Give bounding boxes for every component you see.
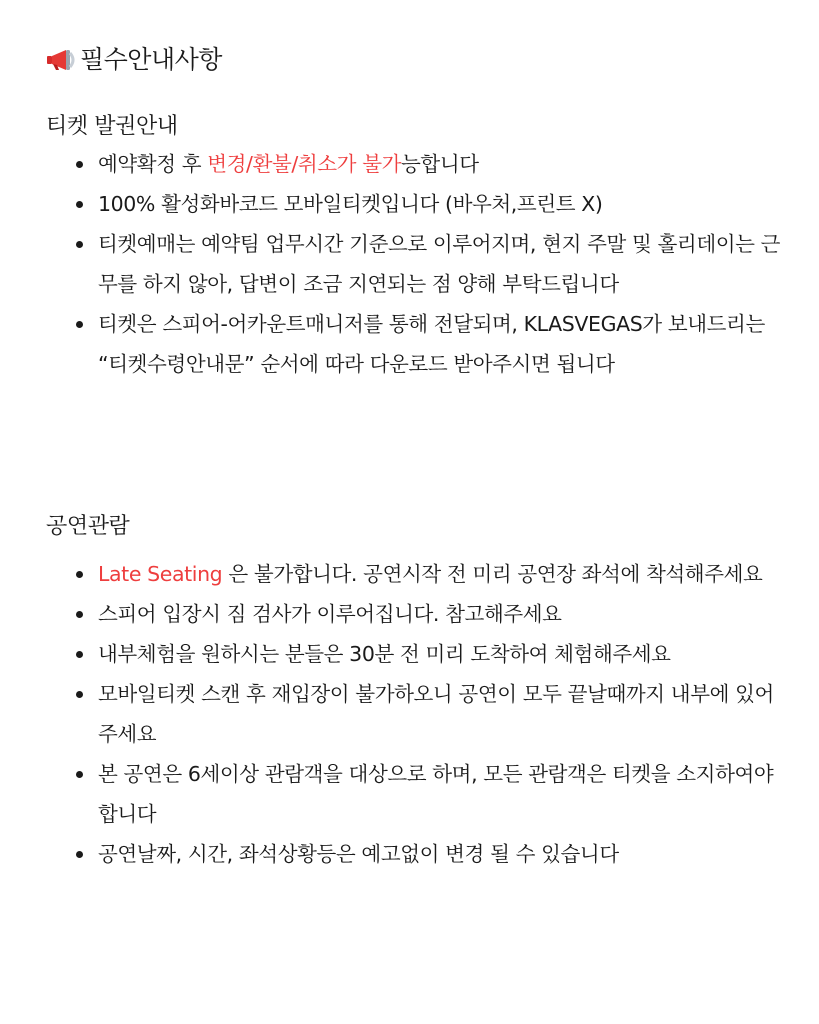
list-item: 공연날짜, 시간, 좌석상황등은 예고없이 변경 될 수 있습니다 (46, 834, 786, 874)
list-item (46, 144, 786, 184)
ticket-issuance-section (46, 112, 786, 384)
section-heading-performance: 공연관람 (46, 514, 130, 539)
performance-section (46, 512, 786, 874)
page-title: 필수안내사항 (80, 45, 222, 74)
ticket-bullet-list (46, 144, 786, 384)
section-heading-ticket: 티켓 발권안내 (46, 114, 178, 139)
performance-bullet-list (46, 554, 786, 874)
list-item: 티켓은 스피어-어카운트매니저를 통해 전달되며, KLASVEGAS가 보내드리는 “티켓수령안내문” 순서에 따라 다운로드 받아주시면 됩니다 (46, 304, 786, 384)
list-item: 본 공연은 6세이상 관람객을 대상으로 하며, 모든 관람객은 티켓을 소지하여야 합니다 (46, 754, 786, 834)
item-text: 은 불가합니다. 공연시작 전 미리 공연장 좌석에 착석해주세요 (222, 562, 763, 586)
list-item: 100% 활성화바코드 모바일티켓입니다 (바우처,프린트 X) (46, 184, 786, 224)
list-item: 내부체험을 원하시는 분들은 30분 전 미리 도착하여 체험해주세요 (46, 634, 786, 674)
list-item (46, 554, 786, 594)
title-row (46, 40, 222, 80)
list-item: 스피어 입장시 짐 검사가 이루어집니다. 참고해주세요 (46, 594, 786, 634)
item-text: 능합니다 (401, 152, 479, 176)
highlight-text: 변경/환불/취소가 불가 (207, 152, 402, 176)
item-text: 예약확정 후 (98, 152, 208, 176)
megaphone-icon (46, 48, 78, 72)
list-item: 모바일티켓 스캔 후 재입장이 불가하오니 공연이 모두 끝날때까지 내부에 있어주세요 (46, 674, 786, 754)
highlight-text: Late Seating (98, 562, 223, 586)
list-item: 티켓예매는 예약팀 업무시간 기준으로 이루어지며, 현지 주말 및 홀리데이는 근무를 하지 않아, 답변이 조금 지연되는 점 양해 부탁드립니다 (46, 224, 786, 304)
